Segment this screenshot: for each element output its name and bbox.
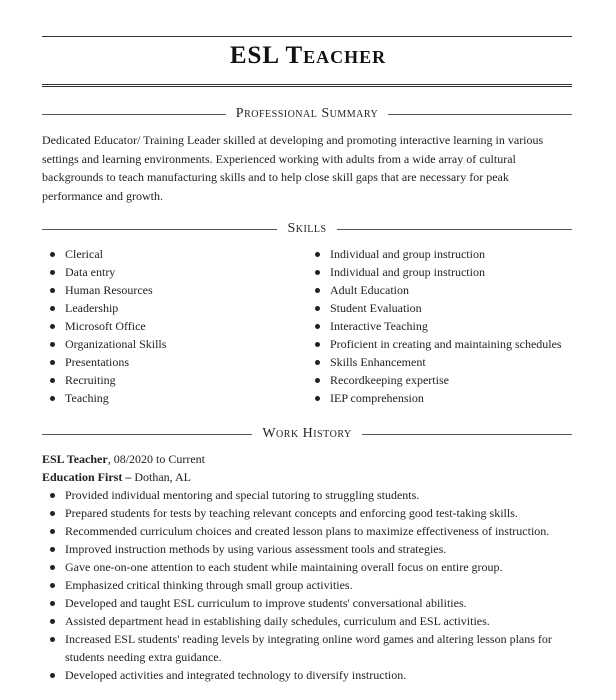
summary-text: Dedicated Educator/ Training Leader skilled at developing and promoting interactive learning in various settings and learning environments. Experienced working with adults from a wide array of cultural backgrounds to teach manufacturing skills and to help close skill gaps that are necessary for peak performance and growth. [42,133,544,203]
skills-column-left [42,245,307,407]
skill-item: Human Resources [42,281,307,299]
job-bullet: Prepared students for tests by teaching relevant concepts and enforcing good test-taking skills. [42,504,572,522]
job-bullet: Developed activities and integrated technology to diversify instruction. [42,666,572,684]
skill-item: Interactive Teaching [307,317,562,335]
skill-item: Clerical [42,245,307,263]
job-bullets [42,486,572,684]
skills-list [42,245,572,407]
skill-item: Student Evaluation [307,299,562,317]
skills-column-right [307,245,562,407]
skill-item: Data entry [42,263,307,281]
skill-item: Recordkeeping expertise [307,371,562,389]
skill-item: Leadership [42,299,307,317]
skills-section-title: Skills [287,221,327,236]
work-section-header [42,426,572,442]
employer-name: Education First – [42,470,132,484]
job-bullet: Assisted department head in establishing daily schedules, curriculum and ESL activities. [42,612,572,630]
summary-section-header [42,106,572,122]
summary-section-title: Professional Summary [235,106,379,121]
skill-item: Teaching [42,389,307,407]
job-bullet: Recommended curriculum choices and created lesson plans to maximize effectiveness of instruction. [42,522,572,540]
resume-name: ESL Teacher [229,42,387,69]
employer-line [42,468,572,486]
work-section-title: Work History [262,426,352,441]
header-divider [42,84,572,87]
skill-item: Microsoft Office [42,317,307,335]
skill-item: Organizational Skills [42,335,307,353]
skill-item: Skills Enhancement [307,353,562,371]
job-bullet: Gave one-on-one attention to each student while maintaining overall focus on entire group. [42,558,572,576]
job-title-line [42,450,572,468]
skill-item: Individual and group instruction [307,245,562,263]
job-bullet: Improved instruction methods by using various assessment tools and strategies. [42,540,572,558]
skill-item: IEP comprehension [307,389,562,407]
skill-item: Recruiting [42,371,307,389]
skill-item: Presentations [42,353,307,371]
job-bullet: Provided individual mentoring and special tutoring to struggling students. [42,486,572,504]
job-bullet: Increased ESL students' reading levels by integrating online word games and altering lesson plans for students needing extra guidance. [42,630,572,666]
skills-section-header [42,221,572,237]
job-bullet: Developed and taught ESL curriculum to improve students' conversational abilities. [42,594,572,612]
skill-item: Individual and group instruction [307,263,562,281]
skill-item: Proficient in creating and maintaining schedules [307,335,562,353]
skill-item: Adult Education [307,281,562,299]
job-entry [42,450,572,684]
employer-location: Dothan, AL [131,470,192,484]
job-bullet: Emphasized critical thinking through small group activities. [42,576,572,594]
top-divider [42,36,572,37]
job-dates: , 08/2020 to Current [107,452,206,466]
job-title: ESL Teacher [42,452,108,466]
